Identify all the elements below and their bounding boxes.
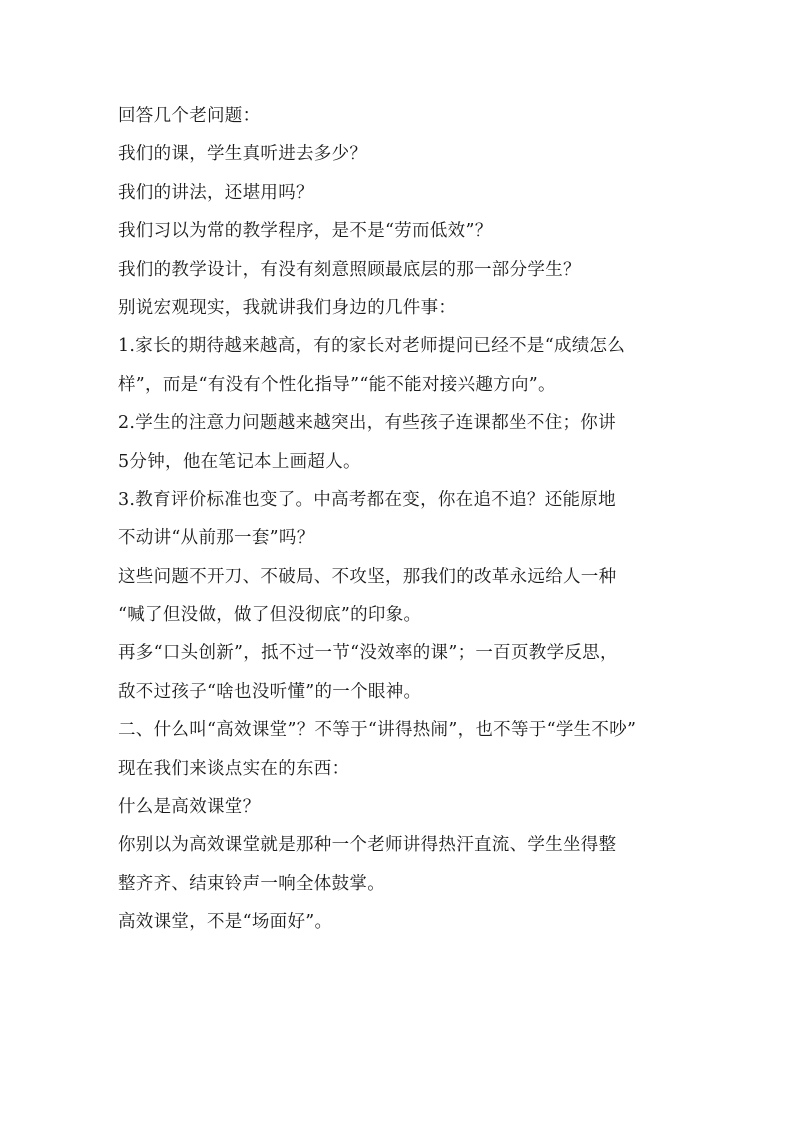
section-heading-line: 二、什么叫“高效课堂”？不等于“讲得热闹”，也不等于“学生不吵” — [118, 720, 637, 741]
paragraph-line: 高效课堂，不是“场面好”。 — [118, 912, 333, 933]
paragraph-line: 我们的讲法，还堪用吗？ — [118, 182, 314, 203]
paragraph-line: 这些问题不开刀、不破局、不攻坚，那我们的改革永远给人一种 — [118, 566, 617, 587]
paragraph-line: 再多“口头创新”，抵不过一节“没效率的课”；一百页教学反思， — [118, 643, 618, 664]
paragraph-line: 1.家长的期待越来越高，有的家长对老师提问已经不是“成绩怎么 — [118, 336, 626, 357]
paragraph-line: 回答几个老问题： — [118, 106, 261, 126]
paragraph-line: 什么是高效课堂？ — [118, 797, 261, 818]
paragraph-line: 我们的课，学生真听进去多少？ — [118, 144, 368, 165]
paragraph-line: 你别以为高效课堂就是那种一个老师讲得热汗直流、学生坐得整 — [118, 835, 617, 856]
paragraph-line: 5分钟，他在笔记本上画超人。 — [118, 451, 361, 472]
paragraph-line: 2.学生的注意力问题越来越突出，有些孩子连课都坐不住；你讲 — [118, 413, 616, 434]
paragraph-line: 不动讲“从前那一套”吗？ — [118, 528, 315, 549]
paragraph-line: 敌不过孩子“啥也没听懂”的一个眼神。 — [118, 681, 422, 702]
paragraph-line: 现在我们来谈点实在的东西： — [118, 758, 350, 779]
document-body — [118, 97, 678, 942]
paragraph-line: 我们的教学设计，有没有刻意照顾最底层的那一部分学生？ — [118, 259, 581, 280]
paragraph-line: 样”，而是“有没有个性化指导”“能不能对接兴趣方向”。 — [118, 374, 556, 395]
paragraph-line: 我们习以为常的教学程序，是不是“劳而低效”？ — [118, 221, 493, 242]
paragraph-line: “喊了但没做，做了但没彻底”的印象。 — [118, 605, 422, 626]
paragraph-line: 别说宏观现实，我就讲我们身边的几件事： — [118, 297, 457, 318]
paragraph-line: 整齐齐、结束铃声一响全体鼓掌。 — [118, 873, 385, 894]
paragraph-line: 3.教育评价标准也变了。中高考都在变，你在追不追？还能原地 — [118, 489, 616, 510]
